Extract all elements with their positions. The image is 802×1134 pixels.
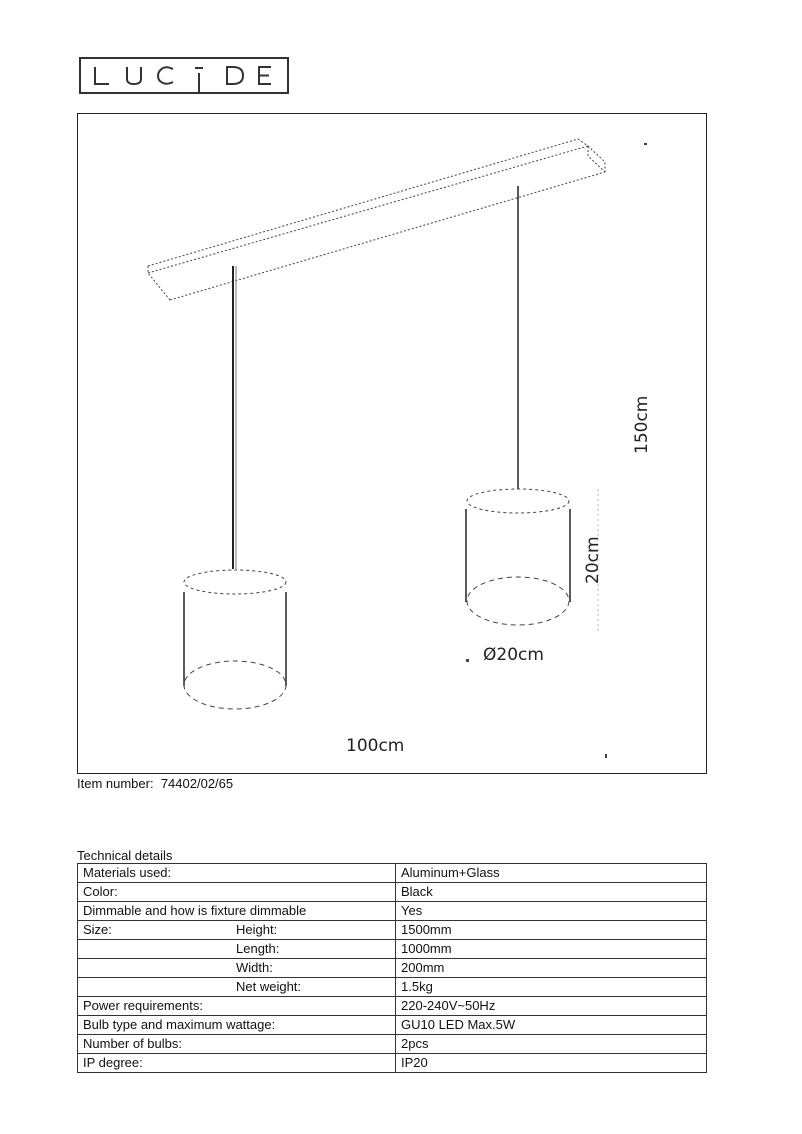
table-row xyxy=(78,883,707,902)
lucide-logo-mark xyxy=(81,59,287,92)
spec-sublabel: Net weight: xyxy=(236,979,302,994)
spec-label: Color: xyxy=(78,883,396,902)
spec-sublabel: Length: xyxy=(236,941,280,956)
table-row xyxy=(78,997,707,1016)
brand-logo xyxy=(79,57,289,94)
spec-label: Bulb type and maximum wattage: xyxy=(78,1016,396,1035)
spec-sublabel: Width: xyxy=(236,960,273,975)
spec-value: Yes xyxy=(396,902,707,921)
spec-value: 1.5kg xyxy=(396,978,707,997)
spec-label: Power requirements: xyxy=(78,997,396,1016)
spec-value: 1500mm xyxy=(396,921,707,940)
spec-label-size: Size: Height: xyxy=(78,921,396,940)
table-row xyxy=(78,959,707,978)
spec-value: 200mm xyxy=(396,959,707,978)
spec-label-cell xyxy=(78,959,396,978)
table-row xyxy=(78,921,707,940)
technical-details-title: Technical details xyxy=(77,848,173,863)
spec-label: Number of bulbs: xyxy=(78,1035,396,1054)
spec-label-cell xyxy=(78,978,396,997)
table-row xyxy=(78,1016,707,1035)
spec-label: Materials used: xyxy=(78,864,396,883)
table-row xyxy=(78,1035,707,1054)
spec-label-cell xyxy=(78,940,396,959)
spec-value: Aluminum+Glass xyxy=(396,864,707,883)
table-row xyxy=(78,940,707,959)
table-row xyxy=(78,864,707,883)
table-row xyxy=(78,1054,707,1073)
spec-value: Black xyxy=(396,883,707,902)
spec-value: IP20 xyxy=(396,1054,707,1073)
spec-label: IP degree: xyxy=(78,1054,396,1073)
dim-height-label: 150cm xyxy=(632,395,652,454)
table-row xyxy=(78,902,707,921)
spec-value: 1000mm xyxy=(396,940,707,959)
dim-diameter-label: Ø20cm xyxy=(483,645,544,665)
item-number xyxy=(77,776,233,791)
table-row xyxy=(78,978,707,997)
pendant-lamp-diagram xyxy=(78,114,706,773)
product-drawing xyxy=(77,113,707,774)
dim-length-label: 100cm xyxy=(346,736,405,756)
dim-shade-height-label: 20cm xyxy=(583,536,603,584)
spec-value: 220-240V~50Hz xyxy=(396,997,707,1016)
item-number-value: 74402/02/65 xyxy=(160,776,234,791)
specs-table xyxy=(77,863,707,1073)
spec-sublabel: Height: xyxy=(236,922,278,937)
spec-value: GU10 LED Max.5W xyxy=(396,1016,707,1035)
spec-value: 2pcs xyxy=(396,1035,707,1054)
spec-label: Dimmable and how is fixture dimmable xyxy=(78,902,396,921)
item-number-label: Item number: xyxy=(77,776,154,791)
